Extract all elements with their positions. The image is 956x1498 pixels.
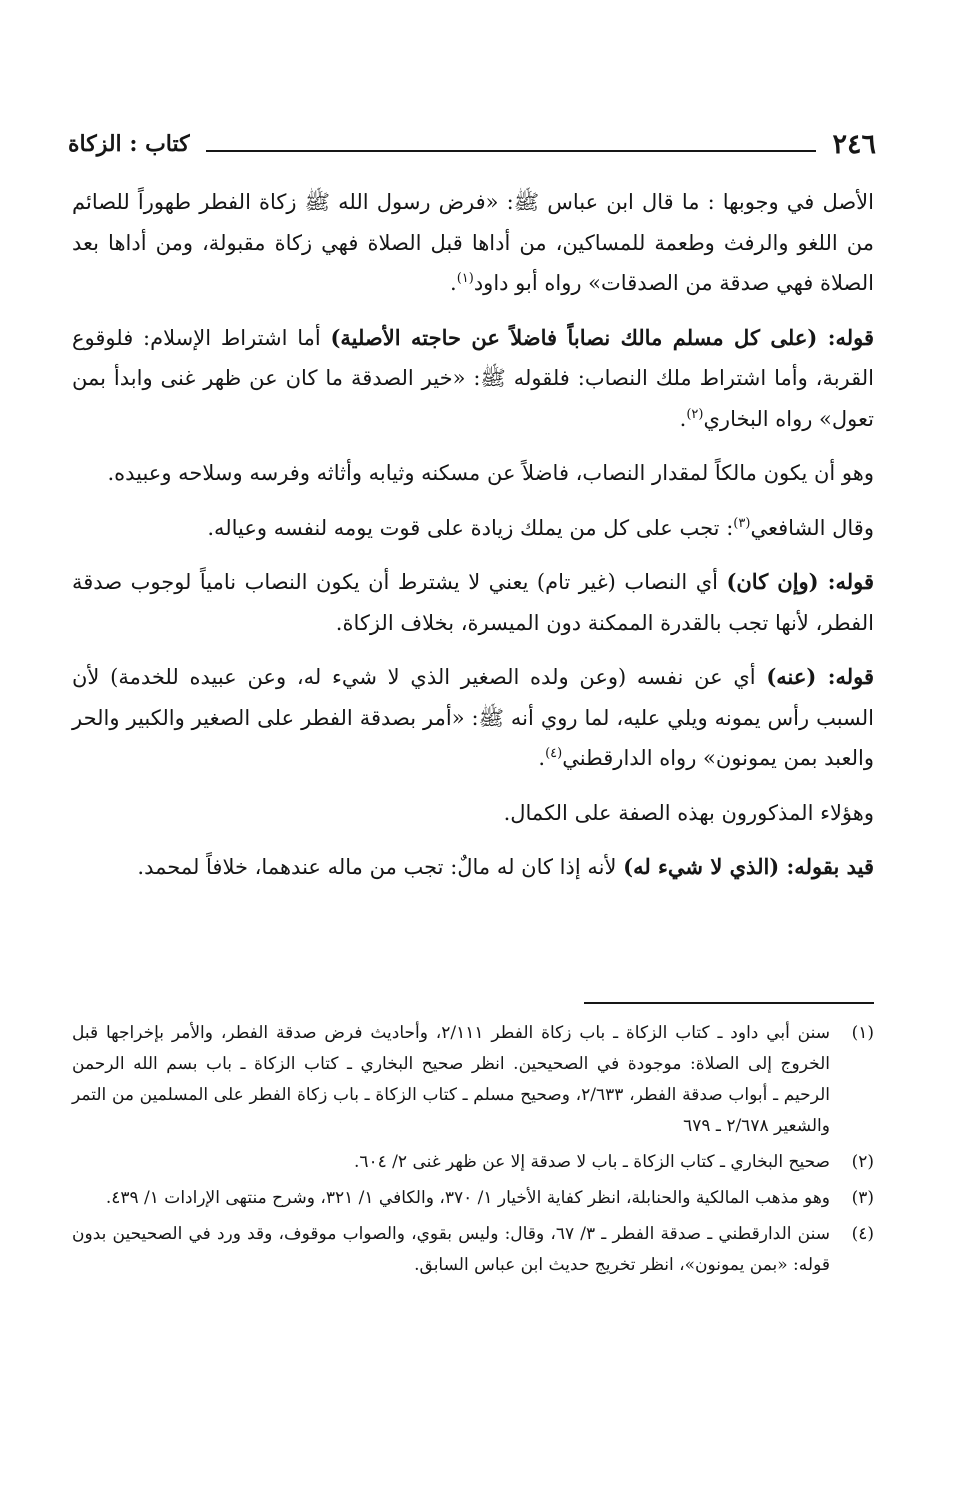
paragraph xyxy=(72,453,874,494)
footnote xyxy=(72,1219,874,1281)
paragraph-text: وهو أن يكون مالكاً لمقدار النصاب، فاضلاً عن مسكنه وثيابه وأثاثه وفرسه وسلاحه وعبيده. xyxy=(107,461,874,485)
paragraph xyxy=(72,508,874,549)
paragraph xyxy=(72,847,874,888)
footnote-ref: (٣) xyxy=(733,515,751,531)
paragraph-tail: . xyxy=(679,406,687,431)
footnote xyxy=(72,1183,874,1214)
paragraph-text: أي النصاب (غير تام) يعني لا يشترط أن يكون النصاب نامياً لوجوب صدقة الفطر، لأنها تجب بالقدرة الممكنة دون الميسرة، بخلاف الزكاة. xyxy=(72,570,874,635)
footnote-ref: (٢) xyxy=(686,406,704,422)
paragraph xyxy=(72,318,874,440)
paragraph-text: وهؤلاء المذكورون بهذه الصفة على الكمال. xyxy=(503,800,874,825)
page-number: ٢٤٦ xyxy=(832,128,876,160)
paragraph-text: لأنه إذا كان له مالٌ: تجب من ماله عندهما، خلافاً لمحمد. xyxy=(137,855,624,879)
footnotes xyxy=(72,1018,874,1286)
header-rule xyxy=(206,150,817,152)
paragraph-tail: . xyxy=(538,746,546,770)
paragraph-text: أي عن نفسه (وعن ولده الصغير الذي لا شيء له، وعن عبيده للخدمة) لأن السبب رأس يمونه ويلي عليه، لما روي أنه ﷺ: «أمر بصدقة الفطر على الصغير والكبير والحر والعبد بمن يمونون» رواه الدارقطني xyxy=(72,665,874,770)
paragraph xyxy=(72,182,874,304)
footnote-text: سنن أبي داود ـ كتاب الزكاة ـ باب زكاة الفطر ٢/١١١، وأحاديث فرض صدقة الفطر، والأمر بإخراجها قبل الخروج إلى الصلاة: موجودة في الصحيحين. انظر صحيح البخاري ـ كتاب الزكاة ـ باب بسم الله الرحمن الرحيم ـ أبواب صدقة الفطر، ٢/٦٣٣، وصحيح مسلم ـ كتاب الزكاة ـ باب زكاة الفطر على المسلمين من التمر والشعير ٢/٦٧٨ ـ ٦٧٩ xyxy=(72,1023,830,1136)
footnote xyxy=(72,1018,874,1142)
footnote-ref: (١) xyxy=(456,271,474,286)
paragraph xyxy=(72,793,874,834)
paragraph-lead: قوله: (عنه) xyxy=(766,664,875,689)
footnote-number: (٣) xyxy=(851,1188,874,1208)
paragraph-text: أما اشتراط الإسلام: فلوقوع القربة، وأما اشتراط ملك النصاب: فلقوله ﷺ: «خير الصدقة ما كان عن ظهر غنى وابدأ بمن تعول» رواه البخاري xyxy=(72,325,874,431)
footnote-number: (١) xyxy=(851,1023,874,1043)
footnote-text: سنن الدارقطني ـ صدقة الفطر ـ ٣/ ٦٧، وقال: وليس بقوي، والصواب موقوف، وقد ورد في الصحيحين بدون قوله: «بمن يمونون»، انظر تخريج حديث ابن عباس السابق. xyxy=(72,1224,830,1275)
footnote-number: (٤) xyxy=(851,1224,874,1244)
footnote-text: وهو مذهب المالكية والحنابلة، انظر كفاية الأخيار ١/ ٣٧٠، والكافي ١/ ٣٢١، وشرح منتهى الإرادات ١/ ٤٣٩. xyxy=(105,1188,830,1208)
paragraph-lead: قيد بقوله: (الذي لا شيء له) xyxy=(623,854,874,879)
paragraph-tail: : تجب على كل من يملك زيادة على قوت يومه لنفسه وعياله. xyxy=(207,515,734,540)
paragraph-tail: . xyxy=(450,271,457,295)
footnote-text: صحيح البخاري ـ كتاب الزكاة ـ باب لا صدقة إلا عن ظهر غنى ٢/ ٦٠٤. xyxy=(353,1152,830,1172)
paragraph-text: وقال الشافعي xyxy=(750,515,874,540)
paragraph xyxy=(72,562,874,643)
footnote xyxy=(72,1147,874,1178)
paragraph-text: الأصل في وجوبها : ما قال ابن عباس ﷺ: «فرض رسول الله ﷺ زكاة الفطر طهوراً للصائم من اللغو والرفث وطعمة للمساكين، من أداها قبل الصلاة فهي زكاة مقبولة، ومن أداها بعد الصلاة فهي صدقة من الصدقات» رواه أبو داود xyxy=(72,190,874,295)
paragraph xyxy=(72,657,874,779)
footnote-separator xyxy=(584,1002,874,1004)
paragraph-lead: قوله: (على كل مسلم مالك نصاباً فاضلاً عن حاجته الأصلية) xyxy=(330,324,874,350)
running-title: كتاب : الزكاة xyxy=(68,131,190,157)
footnote-ref: (٤) xyxy=(545,746,563,761)
main-text xyxy=(72,182,874,902)
paragraph-lead: قوله: (وإن كان) xyxy=(726,569,874,594)
footnote-number: (٢) xyxy=(851,1152,874,1172)
page-header xyxy=(68,124,876,164)
